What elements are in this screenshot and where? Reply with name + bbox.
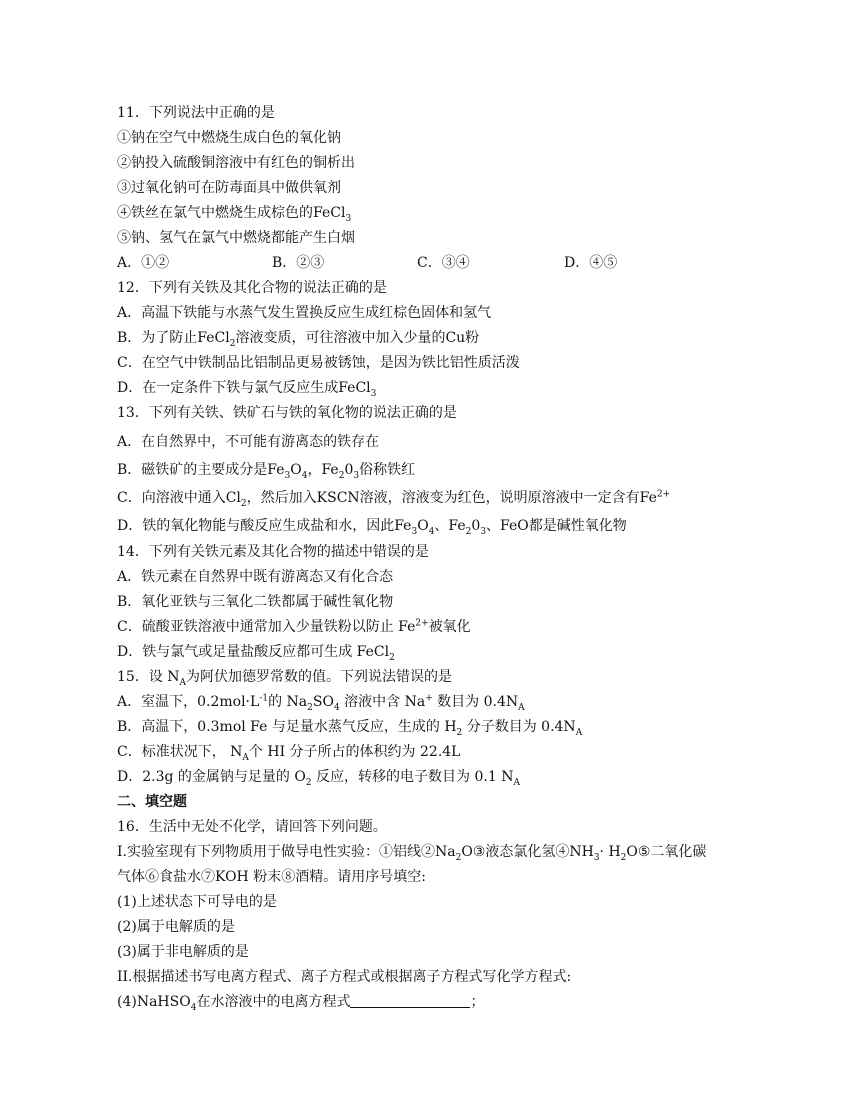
q11-stem: 11．下列说法中正确的是 bbox=[117, 105, 275, 121]
q16-sub-2: (2)属于电解质的是 bbox=[117, 919, 235, 935]
q15-option-c: C．标准状况下， $N_A$个 HI 分子所占的体积约为 22.4L bbox=[117, 744, 461, 763]
q14-option-d: D．铁与氯气或足量盐酸反应都可生成 FeCl$_2$ bbox=[117, 644, 395, 663]
q14-option-a: A．铁元素在自然界中既有游离态又有化合态 bbox=[117, 569, 394, 585]
q16-sub-3: (3)属于非电解质的是 bbox=[117, 944, 249, 960]
q15-option-b: B．高温下，0.3mol Fe 与足量水蒸气反应，生成的 $H_2$ 分子数目为 $0.4N_A$ bbox=[117, 719, 583, 738]
q13-option-b: B．磁铁矿的主要成分是$Fe_3O_4$，$Fe_20_3$俗称铁红 bbox=[117, 462, 416, 481]
q12-option-b: B．为了防止FeCl$_2$溶液变质，可往溶液中加入少量的Cu粉 bbox=[117, 330, 480, 349]
q11-option-c: C．③④ bbox=[417, 255, 470, 271]
section-title-fill-in: 二、填空题 bbox=[117, 794, 187, 810]
q14-stem: 14．下列有关铁元素及其化合物的描述中错误的是 bbox=[117, 544, 429, 560]
q12-option-a: A．高温下铁能与水蒸气发生置换反应生成红棕色固体和氢气 bbox=[117, 305, 492, 321]
answer-blank[interactable] bbox=[350, 993, 470, 1008]
q15-option-a: A．室温下，$0.2mol\cdot L^{-1}$的 $Na_2SO_4$ 溶液中含 Na+ 数目为 $0.4N_A$ bbox=[117, 693, 525, 713]
q11-statement-1: ①钠在空气中燃烧生成白色的氧化钠 bbox=[117, 130, 341, 146]
q15-option-d: D．2.3g 的金属钠与足量的 $O_2$ 反应，转移的电子数目为 0.1 $N_A$ bbox=[117, 769, 520, 788]
q16-part-i-line1: I.实验室现有下列物质用于做导电性实验：①铝线$②Na_2O③$液态氯化氢$④NH_3\cdot$ $H_2O⑤$二氧化碳 bbox=[117, 844, 707, 863]
q16-sub-1: (1)上述状态下可导电的是 bbox=[117, 894, 277, 910]
q11-statement-2: ②钠投入硫酸铜溶液中有红色的铜析出 bbox=[117, 155, 355, 171]
q13-option-c: C．向溶液中通入$Cl_2$，然后加入KSCN溶液，溶液变为红色，说明原溶液中一定含有$Fe^{2+}$ bbox=[117, 489, 671, 509]
q12-option-d: D．在一定条件下铁与氯气反应生成FeCl$_3$ bbox=[117, 380, 377, 399]
q14-option-c: C．硫酸亚铁溶液中通常加入少量铁粉以防止 $Fe^{2+}$被氧化 bbox=[117, 618, 471, 635]
q16-stem: 16．生活中无处不化学，请回答下列问题。 bbox=[117, 819, 387, 835]
q12-stem: 12．下列有关铁及其化合物的说法正确的是 bbox=[117, 280, 387, 296]
q11-statement-5: ⑤钠、氢气在氯气中燃烧都能产生白烟 bbox=[117, 230, 355, 246]
q16-part-ii: II.根据描述书写电离方程式、离子方程式或根据离子方程式写化学方程式: bbox=[117, 969, 572, 985]
q11-statement-4: ④铁丝在氯气中燃烧生成棕色的FeCl$_3$ bbox=[117, 205, 352, 224]
q11-option-d: D．④⑤ bbox=[564, 255, 618, 271]
q13-stem: 13．下列有关铁、铁矿石与铁的氧化物的说法正确的是 bbox=[117, 405, 457, 421]
q11-statement-3: ③过氧化钠可在防毒面具中做供氧剂 bbox=[117, 180, 341, 196]
q13-option-a: A．在自然界中，不可能有游离态的铁存在 bbox=[117, 434, 380, 450]
q14-option-b: B．氧化亚铁与三氧化二铁都属于碱性氧化物 bbox=[117, 594, 394, 610]
q11-option-a: A．①② bbox=[117, 255, 170, 271]
q12-option-c: C．在空气中铁制品比铝制品更易被锈蚀，是因为铁比铝性质活泼 bbox=[117, 355, 520, 371]
q16-sub-4: (4)NaHSO$_4$在水溶液中的电离方程式 ； bbox=[117, 994, 485, 1013]
q16-part-i-line2: 气体⑥食盐水⑦KOH 粉末⑧酒精。请用序号填空: bbox=[117, 869, 426, 885]
q11-option-b: B．②③ bbox=[272, 255, 325, 271]
q13-option-d: D．铁的氧化物能与酸反应生成盐和水，因此$Fe_3O_4$、$Fe_20_3$、FeO都是碱性氧化物 bbox=[117, 518, 627, 537]
q15-stem: 15．设 $N_A$为阿伏加德罗常数的值。下列说法错误的是 bbox=[117, 669, 453, 688]
